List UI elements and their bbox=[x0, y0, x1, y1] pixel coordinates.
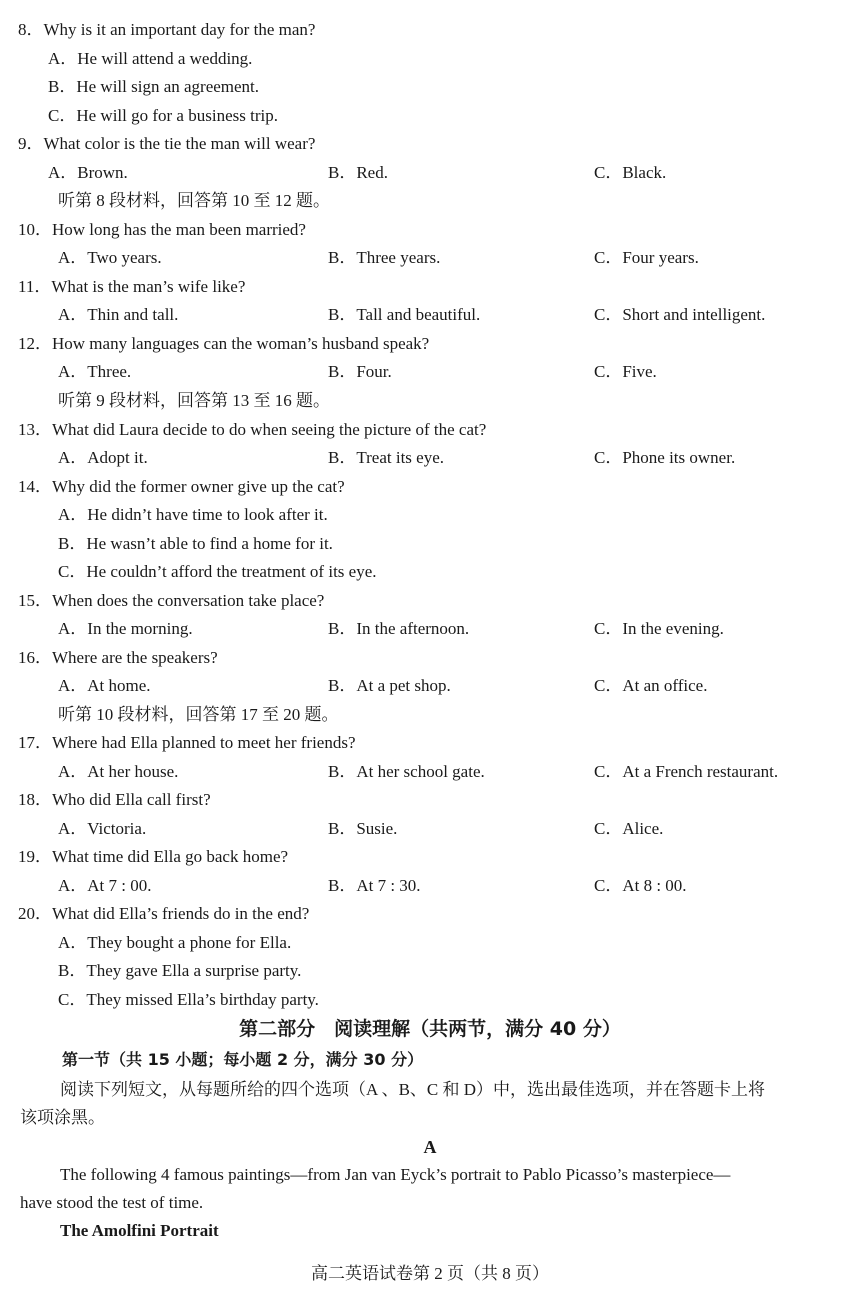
q20-option-c: C．They missed Ella’s birthday party. bbox=[58, 990, 319, 1009]
q9-option-b: B．Red. bbox=[328, 163, 388, 182]
q18-option-b: B．Susie. bbox=[328, 819, 398, 838]
question-9: 9．What color is the tie the man will wear? bbox=[18, 134, 316, 153]
instructions-line-2: 该项涂黑。 bbox=[20, 1108, 105, 1127]
q13-option-b: B．Treat its eye. bbox=[328, 448, 445, 467]
section-8-heading: 听第 8 段材料，回答第 10 至 12 题。 bbox=[58, 191, 330, 210]
passage-line-2: have stood the test of time. bbox=[20, 1193, 204, 1212]
q17-options bbox=[0, 758, 860, 786]
q19-option-b: B．At 7 : 30. bbox=[328, 876, 421, 895]
q18-option-a: A．Victoria. bbox=[58, 819, 147, 838]
q17-option-b: B．At her school gate. bbox=[328, 762, 485, 781]
q8-option-c: C．He will go for a business trip. bbox=[48, 106, 278, 125]
q16-option-c: C．At an office. bbox=[594, 676, 708, 695]
question-18: 18．Who did Ella call first? bbox=[18, 790, 211, 809]
q20-option-a: A．They bought a phone for Ella. bbox=[58, 933, 292, 952]
q13-option-c: C．Phone its owner. bbox=[594, 448, 736, 467]
q12-option-c: C．Five. bbox=[594, 362, 657, 381]
instructions-line-1: 阅读下列短文，从每题所给的四个选项（A 、B、C 和 D）中，选出最佳选项，并在答题卡上将 bbox=[60, 1080, 766, 1099]
question-15: 15．When does the conversation take place? bbox=[18, 591, 325, 610]
q12-option-a: A．Three. bbox=[58, 362, 132, 381]
question-11: 11．What is the man’s wife like? bbox=[18, 277, 246, 296]
q18-option-c: C．Alice. bbox=[594, 819, 664, 838]
q9-option-c: C．Black. bbox=[594, 163, 667, 182]
section-10-heading: 听第 10 段材料，回答第 17 至 20 题。 bbox=[58, 705, 339, 724]
question-13: 13．What did Laura decide to do when seeing the picture of the cat? bbox=[18, 420, 487, 439]
q14-option-a: A．He didn’t have time to look after it. bbox=[58, 505, 328, 524]
q10-option-c: C．Four years. bbox=[594, 248, 699, 267]
q9-option-a: A．Brown. bbox=[48, 163, 128, 182]
q11-option-a: A．Thin and tall. bbox=[58, 305, 179, 324]
part-2-section-1-heading: 第一节（共 15 小题；每小题 2 分，满分 30 分） bbox=[62, 1050, 424, 1069]
q19-option-c: C．At 8 : 00. bbox=[594, 876, 687, 895]
q8-option-a: A．He will attend a wedding. bbox=[48, 49, 253, 68]
passage-letter: A bbox=[423, 1137, 437, 1157]
q15-options bbox=[0, 615, 860, 643]
q15-option-c: C．In the evening. bbox=[594, 619, 724, 638]
q15-option-a: A．In the morning. bbox=[58, 619, 193, 638]
q11-options bbox=[0, 301, 860, 329]
question-20: 20．What did Ella’s friends do in the end? bbox=[18, 904, 310, 923]
q18-options bbox=[0, 815, 860, 843]
question-16: 16．Where are the speakers? bbox=[18, 648, 218, 667]
page-footer: 高二英语试卷第 2 页（共 8 页） bbox=[311, 1264, 549, 1283]
question-8: 8．Why is it an important day for the man? bbox=[18, 20, 316, 39]
q13-options bbox=[0, 444, 860, 472]
question-12: 12．How many languages can the woman’s husband speak? bbox=[18, 334, 430, 353]
q20-option-b: B．They gave Ella a surprise party. bbox=[58, 961, 302, 980]
q14-option-c: C．He couldn’t afford the treatment of its eye. bbox=[58, 562, 377, 581]
q19-option-a: A．At 7 : 00. bbox=[58, 876, 152, 895]
question-17: 17．Where had Ella planned to meet her friends? bbox=[18, 733, 356, 752]
q17-option-c: C．At a French restaurant. bbox=[594, 762, 779, 781]
q15-option-b: B．In the afternoon. bbox=[328, 619, 470, 638]
q8-option-b: B．He will sign an agreement. bbox=[48, 77, 260, 96]
passage-line-1: The following 4 famous paintings—from Jan van Eyck’s portrait to Pablo Picasso’s masterpiece— bbox=[60, 1165, 731, 1184]
q13-option-a: A．Adopt it. bbox=[58, 448, 148, 467]
section-9-heading: 听第 9 段材料，回答第 13 至 16 题。 bbox=[58, 391, 330, 410]
q11-option-b: B．Tall and beautiful. bbox=[328, 305, 481, 324]
q16-options bbox=[0, 672, 860, 700]
q10-option-a: A．Two years. bbox=[58, 248, 162, 267]
q10-option-b: B．Three years. bbox=[328, 248, 441, 267]
q14-option-b: B．He wasn’t able to find a home for it. bbox=[58, 534, 333, 553]
q10-options bbox=[0, 244, 860, 272]
part-2-title: 第二部分 阅读理解（共两节，满分 40 分） bbox=[239, 1018, 621, 1040]
q19-options bbox=[0, 872, 860, 900]
question-19: 19．What time did Ella go back home? bbox=[18, 847, 289, 866]
q12-option-b: B．Four. bbox=[328, 362, 392, 381]
q17-option-a: A．At her house. bbox=[58, 762, 179, 781]
q16-option-b: B．At a pet shop. bbox=[328, 676, 451, 695]
question-10: 10．How long has the man been married? bbox=[18, 220, 306, 239]
painting-title: The Amolfini Portrait bbox=[60, 1221, 219, 1240]
q9-options bbox=[0, 159, 860, 187]
q12-options bbox=[0, 358, 860, 386]
q11-option-c: C．Short and intelligent. bbox=[594, 305, 766, 324]
q16-option-a: A．At home. bbox=[58, 676, 151, 695]
question-14: 14．Why did the former owner give up the cat? bbox=[18, 477, 345, 496]
